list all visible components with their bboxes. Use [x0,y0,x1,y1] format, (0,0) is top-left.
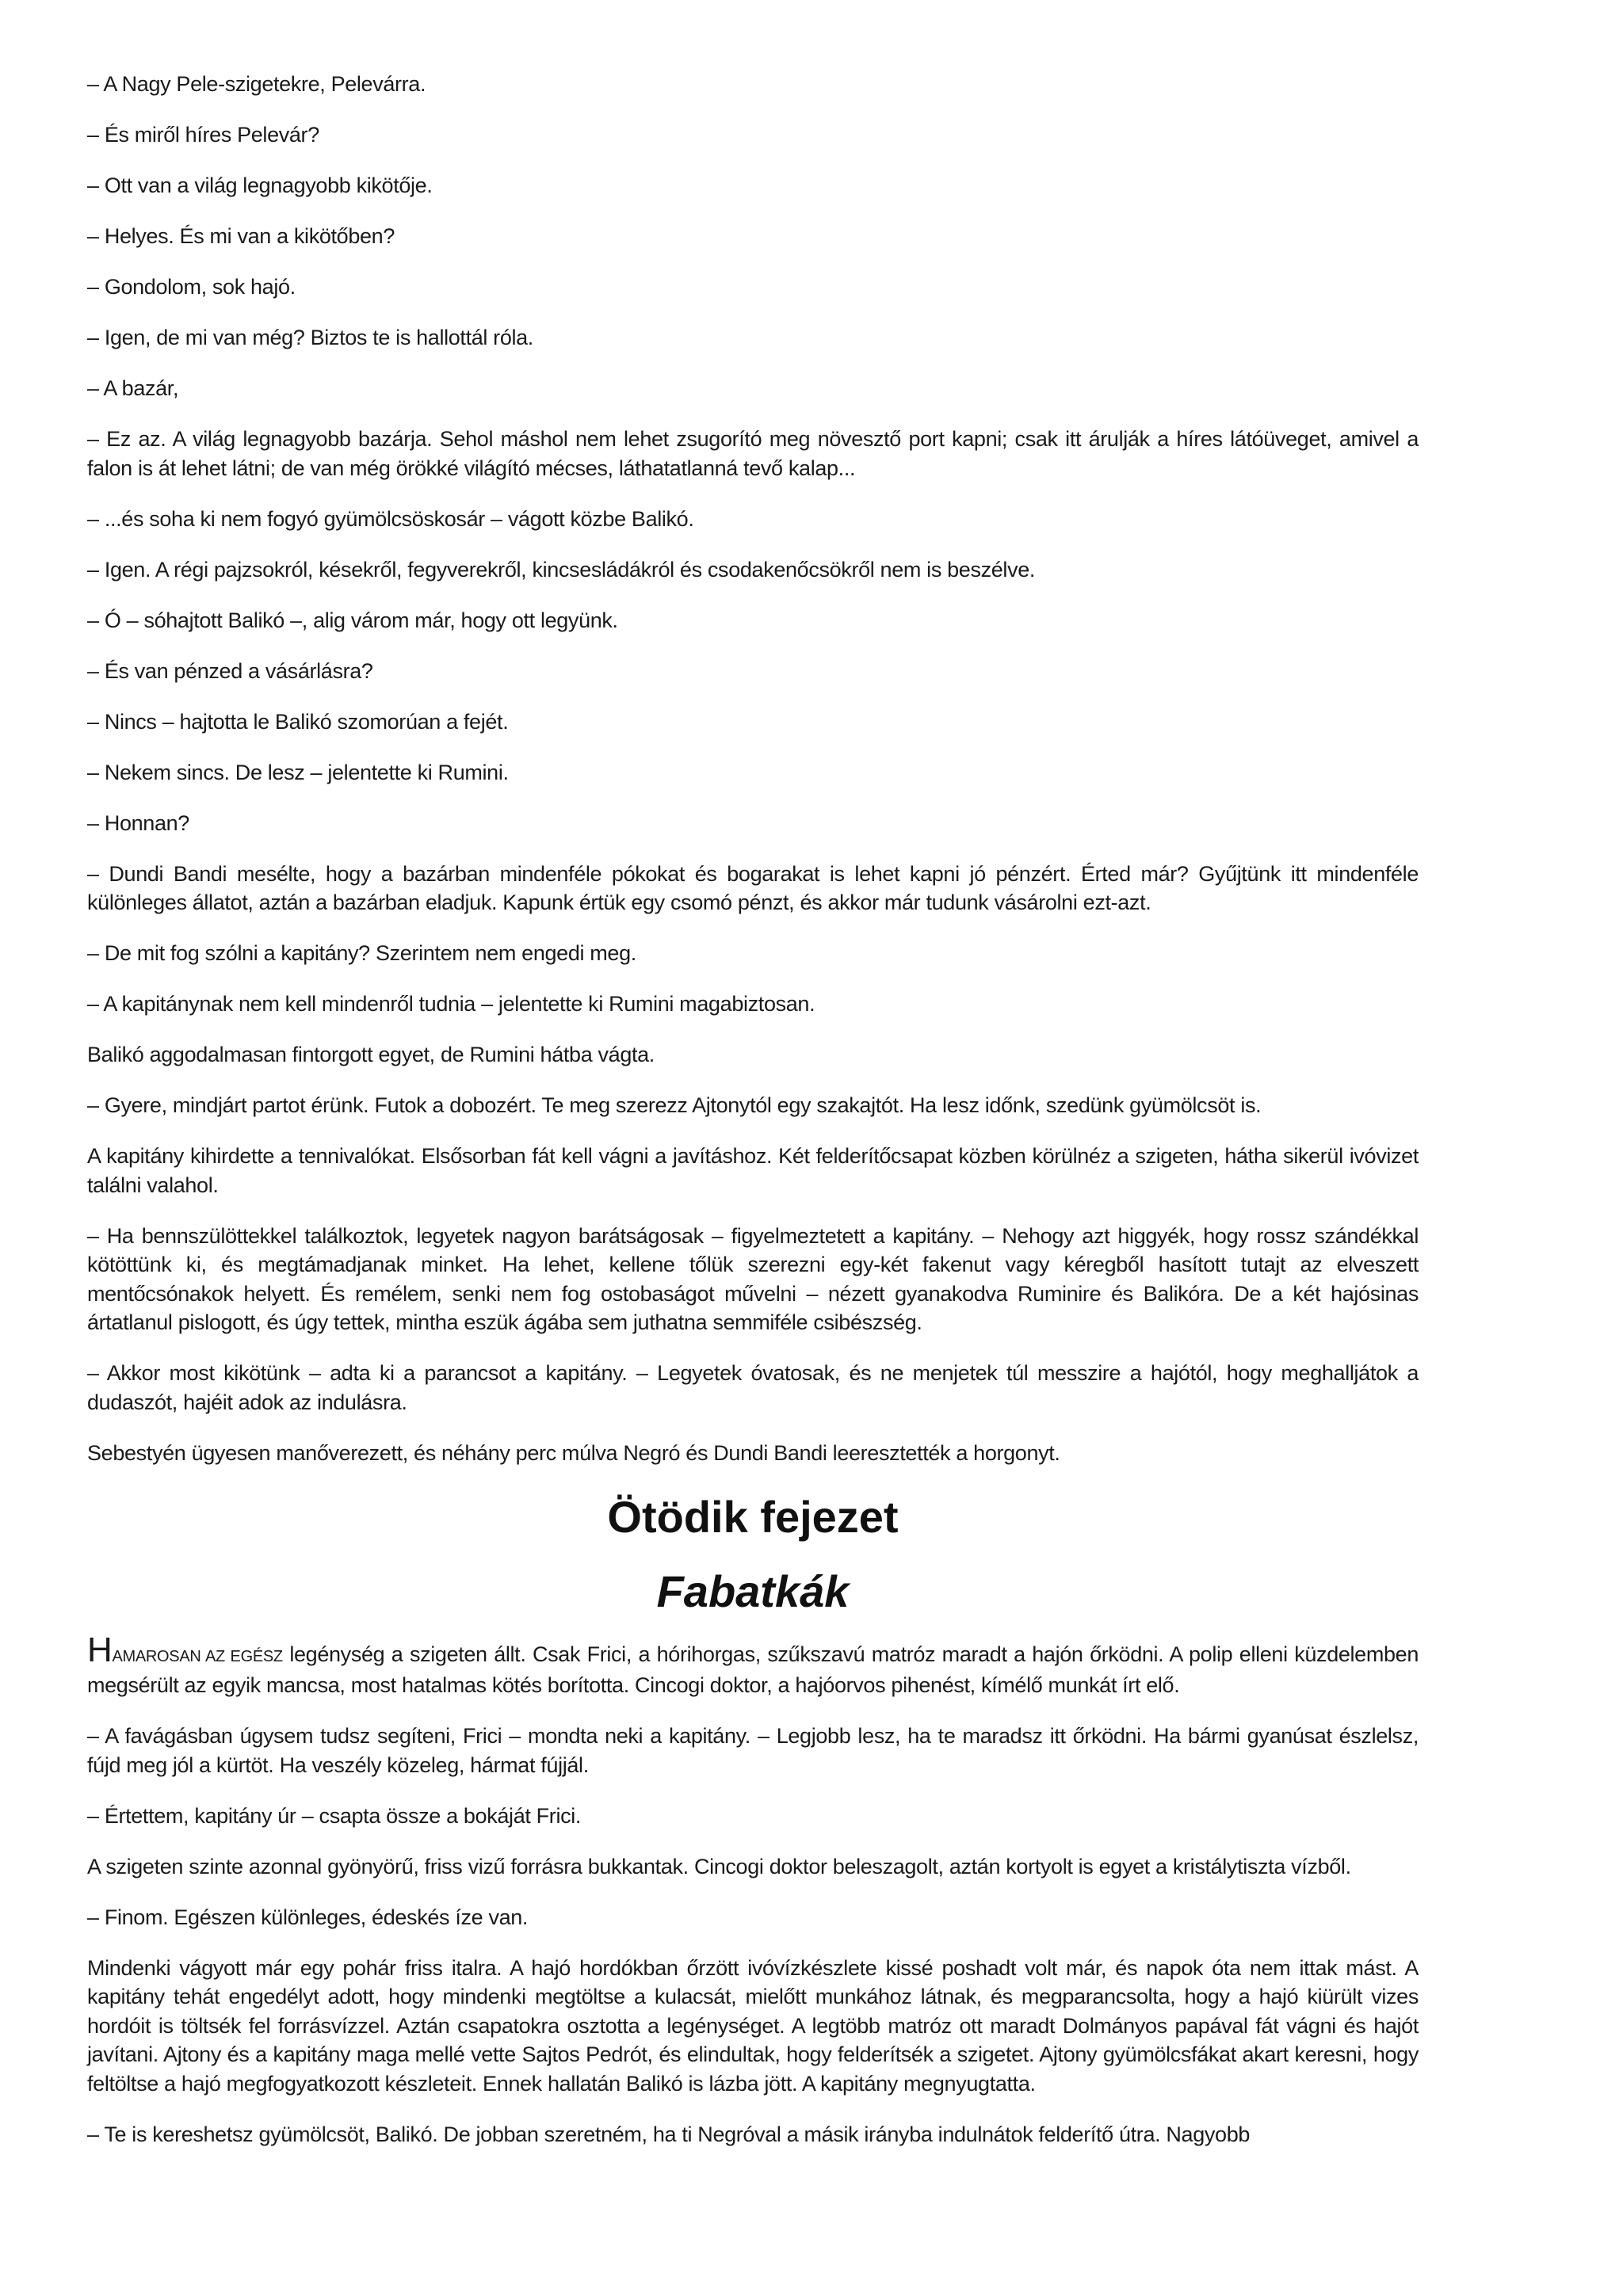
paragraph: – Igen, de mi van még? Biztos te is hallottál róla. [87,326,533,349]
chapter-title: Ötödik fejezet [607,1491,899,1542]
paragraph: A szigeten szinte azonnal gyönyörű, friss vizű forrásra bukkantak. Cincogi doktor beleszagolt, aztán kortyolt is egyet a kristálytiszta vízből. [87,1854,1351,1878]
paragraph: – Ha bennszülöttekkel találkoztok, legyetek nagyon barátságosak – figyelmeztetett a kapitány. – Nehogy azt higgyék, hogy rossz szándékkal kötöttünk ki, és megtámadjanak minket. Ha lehet, kellene tőlük szerezni egy-két fakenut vagy kéregből hasított tutajt az elveszett mentőcsónakok helyett. És remélem, senki nem fog ostobaságot művelni – nézett gyanakodva Ruminire és Balikóra. De a két hajósinas ártatlanul pislogott, és úgy tettek, mintha eszük ágába sem juthatna semmiféle csibészség. [87,1223,1419,1334]
paragraph: – A favágásban úgysem tudsz segíteni, Frici – mondta neki a kapitány. – Legjobb lesz, ha te maradsz itt őrködni. Ha bármi gyanúsat észlelsz, fújd meg jól a kürtöt. Ha veszély közeleg, hármat fújjál. [87,1724,1419,1777]
paragraph: Sebestyén ügyesen manőverezett, és néhány perc múlva Negró és Dundi Bandi leeresztették a horgonyt. [87,1440,1060,1465]
paragraph: – Ó – sóhajtott Balikó –, alig várom már, hogy ott legyünk. [87,608,618,632]
first-paragraph [87,1630,1419,1700]
first-paragraph-text: legénység a szigeten állt. Csak Frici, a hórihorgas, szűkszavú matróz maradt a hajón őrködni. A polip elleni küzdelemben megsérült az egyik mancsa, most hatalmas kötés borította. Cincogi doktor, a hajóorvos pihenést, kímélő munkát írt elő. [87,1642,1419,1697]
drop-letter: H [87,1630,113,1669]
paragraph: – Dundi Bandi mesélte, hogy a bazárban mindenféle pókokat és bogarakat is lehet kapni jó pénzért. Érted már? Gyűjtünk itt mindenféle különleges állatot, aztán a bazárban eladjuk. Kapunk értük egy csomó pénzt, és akkor már tudunk vásárolni ezt-azt. [87,861,1419,914]
paragraph: Balikó aggodalmasan fintorgott egyet, de Rumini hátba vágta. [87,1043,655,1066]
paragraph: – A kapitánynak nem kell mindenről tudnia – jelentette ki Rumini magabiztosan. [87,992,815,1016]
paragraph: – A Nagy Pele-szigetekre, Pelevárra. [87,72,426,96]
paragraph: – Finom. Egészen különleges, édeskés íze van. [87,1905,529,1929]
paragraph: – Gyere, mindjárt partot érünk. Futok a dobozért. Te meg szerezz Ajtonytól egy szakajtót. Ha lesz időnk, szedünk gyümölcsöt is. [87,1093,1262,1117]
paragraph: – Te is kereshetsz gyümölcsöt, Balikó. De jobban szeretném, ha ti Negróval a másik irányba indulnátok felderítő útra. Nagyobb [87,2122,1251,2146]
paragraph: – És miről híres Pelevár? [87,123,319,147]
chapter-subtitle: Fabatkák [656,1566,850,1616]
paragraph: – ...és soha ki nem fogyó gyümölcsöskosár – vágott közbe Balikó. [87,506,694,531]
paragraph: – Ott van a világ legnagyobb kikötője. [87,174,433,197]
paragraph: – Igen. A régi pajzsokról, késekről, fegyverekről, kincsesládákról és csodakenőcsökről nem is beszélve. [87,557,1036,582]
paragraph: – Nekem sincs. De lesz – jelentette ki Rumini. [87,760,509,784]
paragraph: – Értettem, kapitány úr – csapta össze a bokáját Frici. [87,1803,582,1828]
paragraph: – De mit fog szólni a kapitány? Szerintem nem engedi meg. [87,941,636,965]
paragraph: – Gondolom, sok hajó. [87,275,296,299]
paragraph: – Nincs – hajtotta le Balikó szomorúan a fejét. [87,709,509,734]
paragraph: – Honnan? [87,810,189,835]
paragraph: A kapitány kihirdette a tennivalókat. Elsősorban fát kell vágni a javításhoz. Két felderítőcsapat közben körülnéz a szigeten, hátha sikerül ivóvizet találni valahol. [87,1144,1419,1197]
document-page [87,70,1419,2171]
paragraph: Mindenki vágyott már egy pohár friss italra. A hajó hordókban őrzött ivóvízkészlete kissé poshadt volt már, és napok óta nem ittak mást. A kapitány tehát engedélyt adott, hogy mindenki megtöltse a kulacsát, mielőtt munkához látnak, és megparancsolta, hogy a hajó kiürült vizes hordóit is töltsék fel forrásvízzel. Aztán csapatokra osztotta a legénységet. A legtöbb matróz ott maradt Dolmányos papával fát vágni és hajót javítani. Ajtony és a kapitány maga mellé vette Sajtos Pedrót, és elindultak, hogy felderítsék a szigetet. Ajtony gyümölcsfákat akart keresni, hogy feltöltse a hajó megfogyatkozott készleteit. Ennek hallatán Balikó is lázba jött. A kapitány megnyugtatta. [87,1955,1419,2096]
paragraph: – Akkor most kikötünk – adta ki a parancsot a kapitány. – Legyetek óvatosak, és ne menjetek túl messzire a hajótól, hogy meghalljátok a dudaszót, hajéit adok az indulásra. [87,1361,1419,1414]
paragraph: – Ez az. A világ legnagyobb bazárja. Sehol máshol nem lehet zsugorító meg növesztő port kapni; csak itt árulják a híres látóüveget, amivel a falon is át lehet látni; de van még örökké világító mécses, láthatatlanná tevő kalap... [87,427,1419,480]
paragraph: – A bazár, [87,376,179,400]
paragraph: – És van pénzed a vásárlásra? [87,658,373,683]
paragraph: – Helyes. És mi van a kikötőben? [87,224,395,248]
small-caps-lead: AMAROSAN AZ EGÉSZ [112,1647,283,1665]
